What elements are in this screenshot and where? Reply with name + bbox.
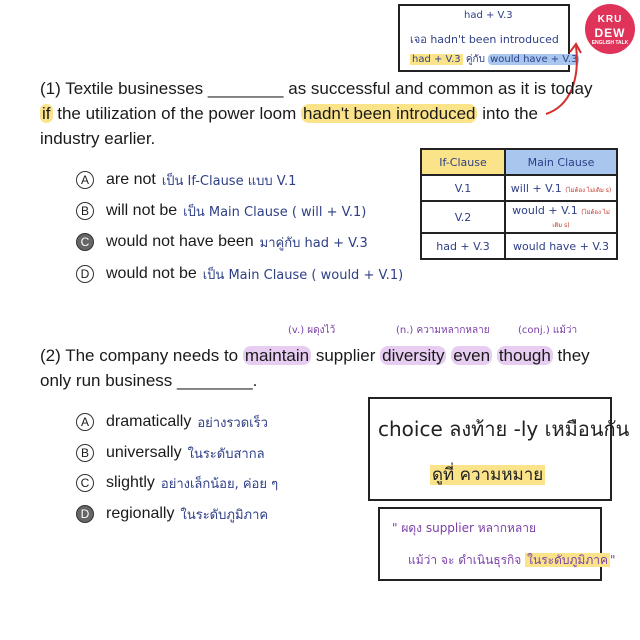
option-letter-circle: D bbox=[76, 265, 94, 283]
question-2-text: (2) The company needs to maintain supplier diversity even though they only run business ________. bbox=[40, 346, 590, 390]
highlight-maintain: maintain bbox=[244, 346, 310, 365]
option-note: เป็น If-Clause แบบ V.1 bbox=[161, 173, 297, 189]
annotation-maintain: (v.) ผดุงไว้ bbox=[288, 325, 336, 336]
highlight-if: if bbox=[42, 104, 51, 123]
q2-option-c[interactable]: C slightly อย่างเล็กน้อย, ค่อย ๆ bbox=[76, 471, 278, 495]
table-row: V.1 will + V.1 (ไม่ต้อง ไม่เติม s) bbox=[421, 175, 617, 201]
highlight-diversity: diversity bbox=[382, 346, 445, 365]
option-note: อย่างรวดเร็ว bbox=[197, 415, 268, 431]
translation-line-1: " ผดุง supplier หลากหลาย bbox=[392, 521, 537, 535]
q1-option-b[interactable]: B will not be เป็น Main Clause ( will + V.1) bbox=[76, 199, 366, 223]
tip-box bbox=[368, 397, 630, 501]
option-letter-circle-selected: C bbox=[76, 233, 94, 251]
table-row: had + V.3 would have + V.3 bbox=[421, 233, 617, 259]
option-letter-circle: A bbox=[76, 413, 94, 431]
conditional-table bbox=[420, 148, 618, 260]
option-note: เป็น Main Clause ( would + V.1) bbox=[202, 267, 404, 283]
q2-option-a[interactable]: A dramatically อย่างรวดเร็ว bbox=[76, 410, 268, 434]
table-header-main: Main Clause bbox=[505, 149, 617, 175]
brand-logo: KRU DEW ENGLISH TALK bbox=[585, 4, 635, 54]
option-note: มาคู่กับ had + V.3 bbox=[259, 235, 368, 251]
option-note: เป็น Main Clause ( will + V.1) bbox=[183, 204, 367, 220]
table-header-if: If-Clause bbox=[421, 149, 505, 175]
question-1-text: (1) Textile businesses ________ as successful and common as it is today if the utilization of the power loom hadn't been introduced into the industry earlier. bbox=[40, 79, 593, 148]
note-formula: had + V.3 bbox=[464, 10, 513, 21]
q2-option-b[interactable]: B universally ในระดับสากล bbox=[76, 441, 265, 465]
tip-line-2: ดูที่ ความหมาย bbox=[432, 465, 544, 485]
note-pairing: had + V.3 คู่กับ would have + V.3 bbox=[412, 54, 578, 65]
q1-option-d[interactable]: D would not be เป็น Main Clause ( would + V.1) bbox=[76, 262, 403, 286]
table-row: V.2 would + V.1 (ไม่ต้อง ไม่เติม s) bbox=[421, 201, 617, 233]
annotation-even-though: (conj.) แม้ว่า bbox=[518, 325, 578, 336]
option-letter-circle: B bbox=[76, 444, 94, 462]
translation-line-2: แม้ว่า จะ ดำเนินธุรกิจ ในระดับภูมิภาค " bbox=[408, 553, 616, 567]
annotation-diversity: (n.) ความหลากหลาย bbox=[396, 325, 490, 336]
option-note: ในระดับสากล bbox=[187, 446, 265, 462]
q2-option-d[interactable]: D regionally ในระดับภูมิภาค bbox=[76, 502, 268, 526]
highlight-though: though bbox=[498, 346, 551, 365]
note-example: เจอ hadn't been introduced bbox=[410, 33, 559, 46]
highlight-even: even bbox=[453, 346, 491, 365]
translation-box bbox=[378, 507, 616, 581]
q1-option-a[interactable]: A are not เป็น If-Clause แบบ V.1 bbox=[76, 168, 296, 192]
option-note: อย่างเล็กน้อย, ค่อย ๆ bbox=[160, 476, 279, 492]
option-letter-circle: B bbox=[76, 202, 94, 220]
highlight-hadnt-been-introduced: hadn't been introduced bbox=[303, 104, 476, 123]
option-letter-circle: C bbox=[76, 474, 94, 492]
tip-line-1: choice ลงท้าย -ly เหมือนกัน bbox=[378, 417, 630, 441]
q1-option-c[interactable]: C would not have been มาคู่กับ had + V.3 bbox=[76, 230, 368, 254]
option-note: ในระดับภูมิภาค bbox=[180, 507, 269, 523]
option-letter-circle: A bbox=[76, 171, 94, 189]
option-letter-circle-selected: D bbox=[76, 505, 94, 523]
